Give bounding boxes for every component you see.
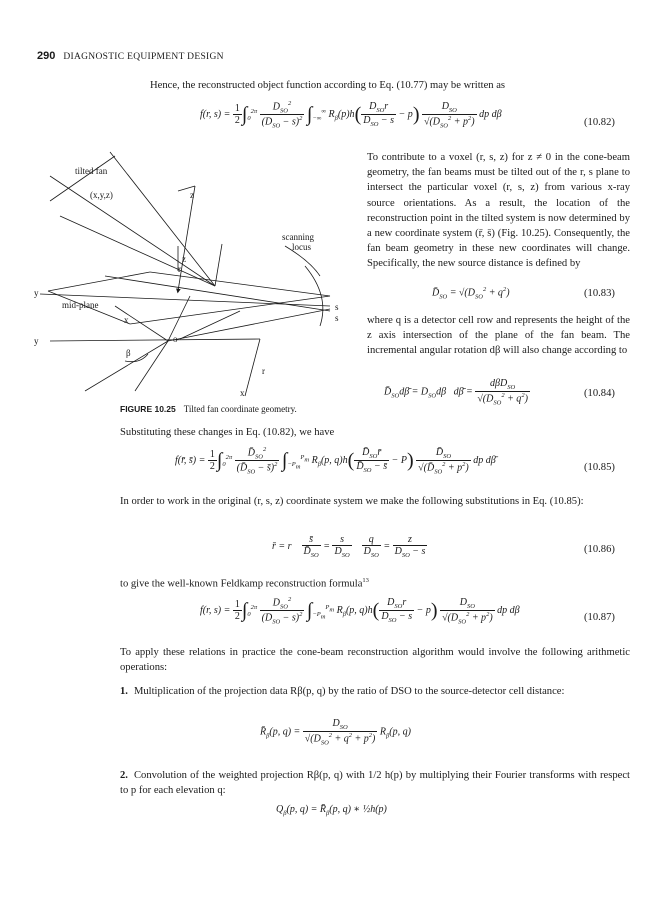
right-paragraph-2: where q is a detector cell row and represents the height of the z axis intersection of the plane of the fan beam. The incremental angular rotation dβ will also change according to: [367, 315, 630, 357]
intro-text: Hence, the reconstructed object function according to Eq. (10.77) may be written as: [150, 80, 506, 91]
apply-text: To apply these relations in practice the cone-beam reconstruction algorithm would involve the following arithmetic operations:: [120, 647, 630, 674]
weighting-equation: $R̄_\beta(p$, q) = $\frac{D_{SO}}{√(D_{SO}^2 + q^2 + p^2)}$ $R_\beta(p$, q): [260, 718, 411, 747]
label-r-bar: r: [178, 264, 181, 274]
reference-superscript: 13: [362, 577, 369, 584]
label-scanning: scanning: [282, 232, 314, 242]
feldkamp-sentence: to give the well-known Feldkamp reconstruction formula: [120, 578, 363, 590]
order-text: In order to work in the original (r, s, z) coordinate system we make the following substitutions in Eq. (10.85):: [120, 496, 584, 507]
equation-10-83: $D̄_{SO} = √(D_{SO}^2 + q^2)$: [432, 286, 510, 301]
equation-10-87: f(r, s) = $\frac{1}{2}$ $\int_0^{2\pi}$ $\frac{D_{SO}^2}{(D_{SO} - s)^2}$ $\int_{-P_m}^{P_m}$ $R_\beta(p$, q)h( $\frac{D_{SO}r}{D_{SO} - s}$ − p) $\frac{D_{SO}}{√(D_{SO}^2 + p^2)}$ dp dβ: [200, 596, 520, 626]
label-z-bar: z: [182, 254, 186, 264]
equation-10-86: r̄ = r $\frac{s̄}{D̄_{SO}}$ = $\frac{s}{D_{SO}}$ $\frac{q}{D_{SO}}$ = $\frac{z}{D_{SO} - s}$: [272, 534, 426, 559]
equation-number: (10.86): [584, 544, 615, 555]
equation-10-85: f(r̄, s̄) = $\frac{1}{2}$ $\int_0^{2\pi}$ $\frac{D̄_{SO}^2}{(D̄_{SO} - s̄)^2}$ $\int_{-P_m}^{P_m}$ $R_\beta(p$, q)h( $\frac{D̄_{SO}r̄}{D̄_{SO} - s̄}$ − P) $\frac{D̄_{SO}}{√(D̄_{SO}^2 + p^2)}$ dp dβ̄: [175, 446, 496, 476]
convolution-equation: $Q_\beta(p$, $q) = R̄_\beta(p$, q) ∗ ½h(p): [276, 804, 387, 817]
label-x-upper: x: [124, 315, 129, 325]
label-s: s: [335, 313, 339, 323]
label-y-lower: y: [34, 336, 39, 346]
label-x-lower: x: [240, 388, 245, 398]
label-beta: β: [126, 348, 131, 358]
label-origin: o: [173, 334, 178, 344]
equation-10-84: $D̄_{SO}d\betā = D_{SO}d\beta$ dβ̄ = $\frac{d\beta D_{SO}}{√(D_{SO}^2 + q^2)}$: [384, 378, 528, 407]
equation-number: (10.83): [584, 288, 615, 299]
substituting-text: Substituting these changes in Eq. (10.82), we have: [120, 427, 335, 438]
running-title: DIAGNOSTIC EQUIPMENT DESIGN: [63, 52, 224, 62]
label-s-bar: s: [335, 302, 339, 312]
figure-caption: [120, 404, 297, 414]
label-tilted-fan: tilted fan: [75, 166, 108, 176]
right-paragraph-1: To contribute to a voxel (r, s, z) for z ≠ 0 in the cone-beam geometry, the fan beams must be tilted out of the r, s plane to intersect the particular voxel (r, s, z) from various x-ray source orientations. As a result, the location of the reconstruction point in the tilted system is now determined by a new coordinate system (r̄, s̄) (Fig. 10.25). Consequently, the fan beam geometry in these new coordinates will change. Specifically, the new source distance is defined by: [367, 152, 630, 270]
label-r: r: [262, 366, 265, 376]
figure-caption-text: Tilted fan coordinate geometry.: [183, 404, 297, 414]
page-number: 290: [37, 50, 56, 62]
list-item: [120, 684, 630, 699]
equation-10-82: f(r, s) = $\frac{1}{2}$ $\int_0^{2\pi}$ $\frac{D_{SO}^2}{(D_{SO} - s)^2}$ $\int_{-\infty}^\infty$ $R_\beta(p)h$( $\frac{D_{SO}r}{D_{SO} - s}$ − p) $\frac{D_{SO}}{√(D_{SO}^2 + p^2)}$ dp dβ: [200, 100, 502, 130]
equation-number: (10.87): [584, 612, 615, 623]
list-text: Convolution of the weighted projection Rβ(p, q) with 1/2 h(p) by multiplying their Fourier transforms with respect to p for each elevation q:: [120, 770, 630, 797]
equation-number: (10.84): [584, 388, 615, 399]
figure-label: FIGURE 10.25: [120, 404, 176, 414]
label-z: z: [190, 190, 194, 200]
equation-number: (10.82): [584, 117, 615, 128]
running-header: [37, 50, 224, 62]
label-y-upper: y: [34, 288, 39, 298]
list-number: 1.: [120, 686, 128, 697]
label-mid-plane: mid-plane: [62, 300, 99, 310]
feldkamp-text: [120, 573, 630, 592]
list-item: [120, 768, 630, 798]
equation-number: (10.85): [584, 462, 615, 473]
list-number: 2.: [120, 770, 128, 781]
list-text: Multiplication of the projection data Rβ(p, q) by the ratio of DSO to the source-detector cell distance:: [133, 686, 565, 697]
label-locus: locus: [292, 242, 311, 252]
tilted-fan-figure: [30, 146, 360, 404]
label-xyz: (x,y,z): [90, 190, 113, 200]
